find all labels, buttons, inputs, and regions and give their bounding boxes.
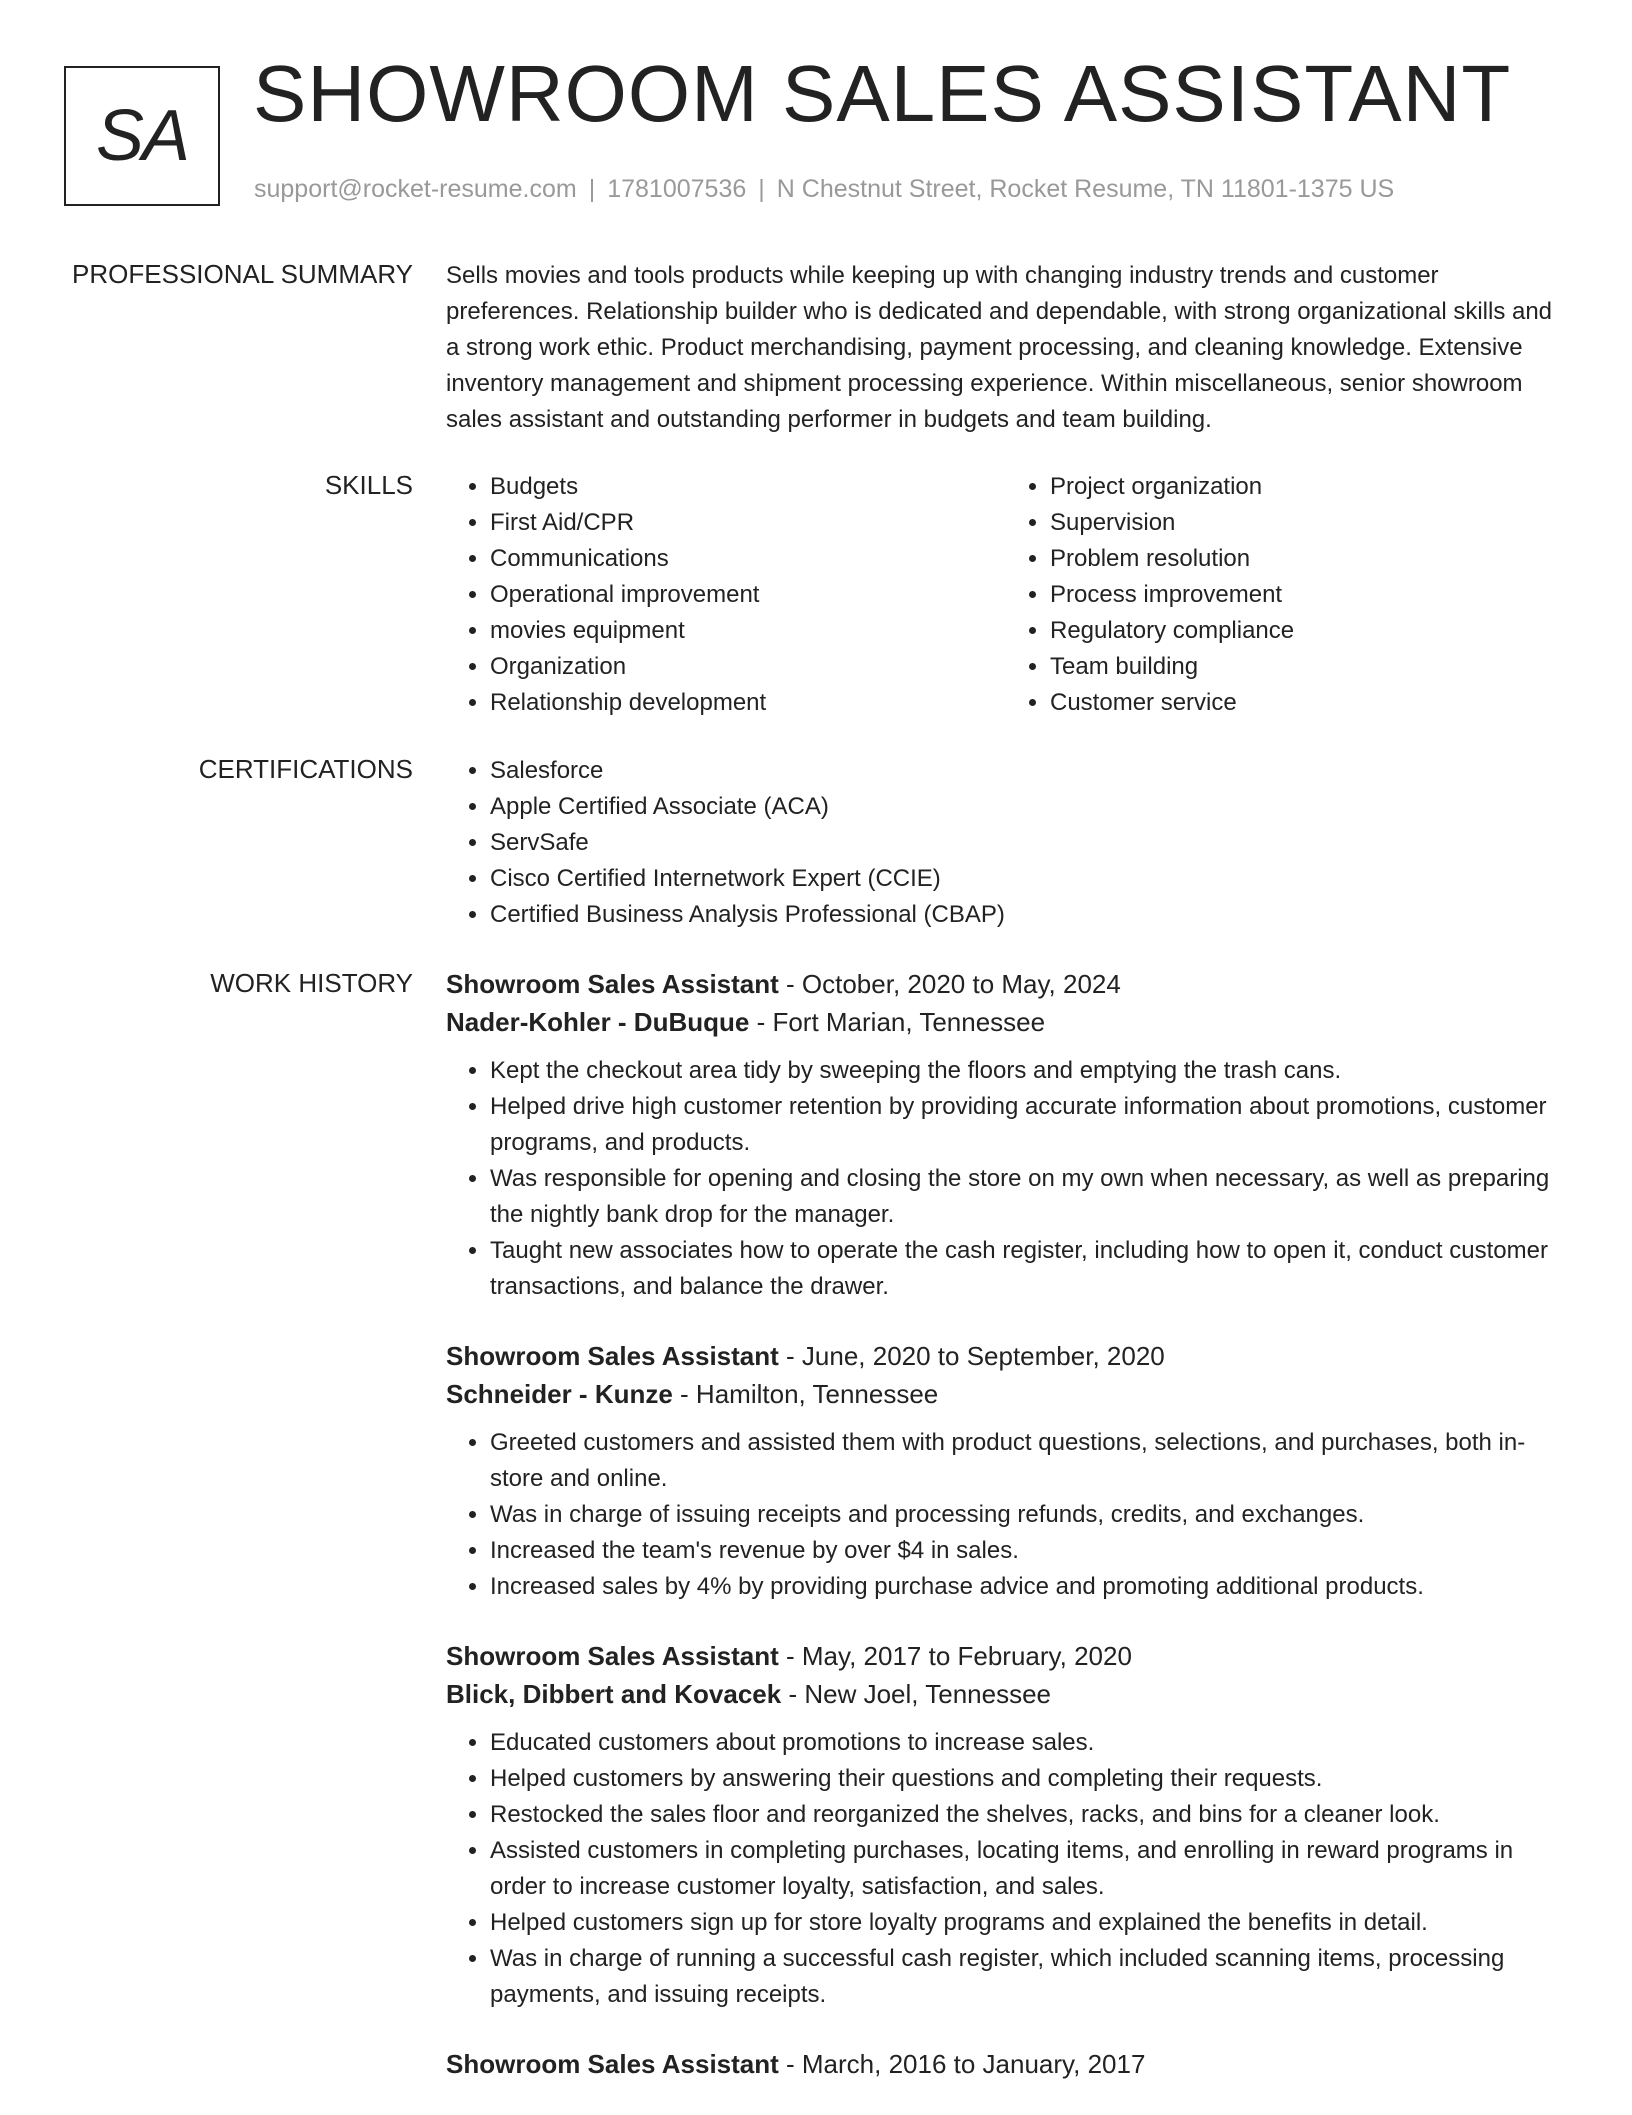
skill-item: • Project organization bbox=[1050, 469, 1566, 505]
job-dates: - March, 2016 to January, 2017 bbox=[778, 2049, 1146, 2079]
section-label-work-history: WORK HISTORY bbox=[210, 968, 413, 998]
section-label-certifications: CERTIFICATIONS bbox=[198, 754, 413, 784]
certifications-list bbox=[446, 753, 1566, 933]
job-bullet: • Greeted customers and assisted them with product questions, selections, and purchases, both in-store and online. bbox=[490, 1425, 1566, 1497]
certification-item: • Apple Certified Associate (ACA) bbox=[490, 789, 1566, 825]
skill-item: • Relationship development bbox=[490, 685, 1006, 721]
resume-title: SHOWROOM SALES ASSISTANT bbox=[253, 49, 1512, 138]
job-bullet: • Restocked the sales floor and reorganized the shelves, racks, and bins for a cleaner look. bbox=[490, 1797, 1566, 1833]
job-bullet: • Kept the checkout area tidy by sweeping the floors and emptying the trash cans. bbox=[490, 1053, 1566, 1089]
job-bullets bbox=[446, 1053, 1566, 1305]
contact-line bbox=[254, 175, 1394, 204]
certification-item: • Cisco Certified Internetwork Expert (CCIE) bbox=[490, 861, 1566, 897]
skill-item: • movies equipment bbox=[490, 613, 1006, 649]
job-bullet: • Taught new associates how to operate the cash register, including how to open it, conduct customer transactions, and balance the drawer. bbox=[490, 1233, 1566, 1305]
job-bullet: • Was in charge of running a successful cash register, which included scanning items, processing payments, and issuing receipts. bbox=[490, 1941, 1566, 2013]
section-label-skills: SKILLS bbox=[324, 470, 413, 500]
job-title: Showroom Sales Assistant bbox=[446, 2049, 779, 2079]
job-bullet: • Increased the team's revenue by over $4 in sales. bbox=[490, 1533, 1566, 1569]
job-company-line bbox=[446, 1675, 1566, 1713]
skills-content bbox=[446, 469, 1566, 721]
job-bullet: • Educated customers about promotions to increase sales. bbox=[490, 1725, 1566, 1761]
summary-content bbox=[446, 258, 1566, 438]
job-company: Nader-Kohler - DuBuque bbox=[446, 1007, 750, 1037]
job-dates: - May, 2017 to February, 2020 bbox=[778, 1641, 1132, 1671]
job-title-line bbox=[446, 1637, 1566, 1675]
job-dates: - June, 2020 to September, 2020 bbox=[778, 1341, 1165, 1371]
contact-phone[interactable]: 1781007536 bbox=[607, 175, 747, 203]
work-history-content bbox=[446, 965, 1566, 2115]
job-title: Showroom Sales Assistant bbox=[446, 969, 779, 999]
skill-item: • Budgets bbox=[490, 469, 1006, 505]
job-bullets bbox=[446, 1725, 1566, 2013]
skills-list-right bbox=[1006, 469, 1566, 721]
contact-separator: | bbox=[588, 175, 596, 203]
skills-list-left bbox=[446, 469, 1006, 721]
job-company: Schneider - Kunze bbox=[446, 1379, 673, 1409]
job-bullet: • Helped customers by answering their questions and completing their requests. bbox=[490, 1761, 1566, 1797]
skill-item: • Supervision bbox=[1050, 505, 1566, 541]
job-bullets bbox=[446, 1425, 1566, 1605]
job-bullet: • Was in charge of issuing receipts and processing refunds, credits, and exchanges. bbox=[490, 1497, 1566, 1533]
job-company: Blick, Dibbert and Kovacek bbox=[446, 1679, 782, 1709]
contact-address: N Chestnut Street, Rocket Resume, TN 11801-1375 US bbox=[776, 175, 1395, 203]
job-location: - Fort Marian, Tennessee bbox=[749, 1007, 1046, 1037]
job-title-line bbox=[446, 1337, 1566, 1375]
certification-item: • ServSafe bbox=[490, 825, 1566, 861]
job-bullet: • Assisted customers in completing purchases, locating items, and enrolling in reward programs in order to increase customer loyalty, satisfaction, and sales. bbox=[490, 1833, 1566, 1905]
section-label-summary: PROFESSIONAL SUMMARY bbox=[72, 259, 413, 289]
job-title: Showroom Sales Assistant bbox=[446, 1641, 779, 1671]
job-entry bbox=[446, 965, 1566, 1305]
job-location: - New Joel, Tennessee bbox=[781, 1679, 1052, 1709]
monogram-logo: SA bbox=[64, 66, 220, 206]
skill-item: • Problem resolution bbox=[1050, 541, 1566, 577]
skill-item: • Regulatory compliance bbox=[1050, 613, 1566, 649]
certification-item: • Certified Business Analysis Professional (CBAP) bbox=[490, 897, 1566, 933]
job-company-line bbox=[446, 1003, 1566, 1041]
job-dates: - October, 2020 to May, 2024 bbox=[778, 969, 1121, 999]
job-title-line bbox=[446, 965, 1566, 1003]
job-bullet: • Helped drive high customer retention by providing accurate information about promotions, customer programs, and products. bbox=[490, 1089, 1566, 1161]
job-bullet: • Helped customers sign up for store loyalty programs and explained the benefits in detail. bbox=[490, 1905, 1566, 1941]
skill-item: • Communications bbox=[490, 541, 1006, 577]
certification-item: • Salesforce bbox=[490, 753, 1566, 789]
skill-item: • Process improvement bbox=[1050, 577, 1566, 613]
summary-text: Sells movies and tools products while keeping up with changing industry trends and customer preferences. Relationship builder who is dedicated and dependable, with strong organizational skills and a strong work ethic. Product merchandising, payment processing, and cleaning knowledge. Extensive inventory management and shipment processing experience. Within miscellaneous, senior showroom sales assistant and outstanding performer in budgets and team building. bbox=[446, 262, 1553, 433]
contact-email[interactable]: support@rocket-resume.com bbox=[254, 175, 577, 203]
certifications-content bbox=[446, 753, 1566, 933]
skill-item: • Customer service bbox=[1050, 685, 1566, 721]
job-title-line bbox=[446, 2045, 1566, 2083]
job-bullet: • Was responsible for opening and closing the store on my own when necessary, as well as preparing the nightly bank drop for the manager. bbox=[490, 1161, 1566, 1233]
job-entry bbox=[446, 2045, 1566, 2083]
job-bullet: • Increased sales by 4% by providing purchase advice and promoting additional products. bbox=[490, 1569, 1566, 1605]
skill-item: • Operational improvement bbox=[490, 577, 1006, 613]
job-company-line bbox=[446, 1375, 1566, 1413]
skill-item: • First Aid/CPR bbox=[490, 505, 1006, 541]
job-entry bbox=[446, 1637, 1566, 2013]
job-title: Showroom Sales Assistant bbox=[446, 1341, 779, 1371]
skill-item: • Organization bbox=[490, 649, 1006, 685]
contact-separator: | bbox=[758, 175, 765, 203]
skill-item: • Team building bbox=[1050, 649, 1566, 685]
job-location: - Hamilton, Tennessee bbox=[672, 1379, 939, 1409]
job-entry bbox=[446, 1337, 1566, 1605]
